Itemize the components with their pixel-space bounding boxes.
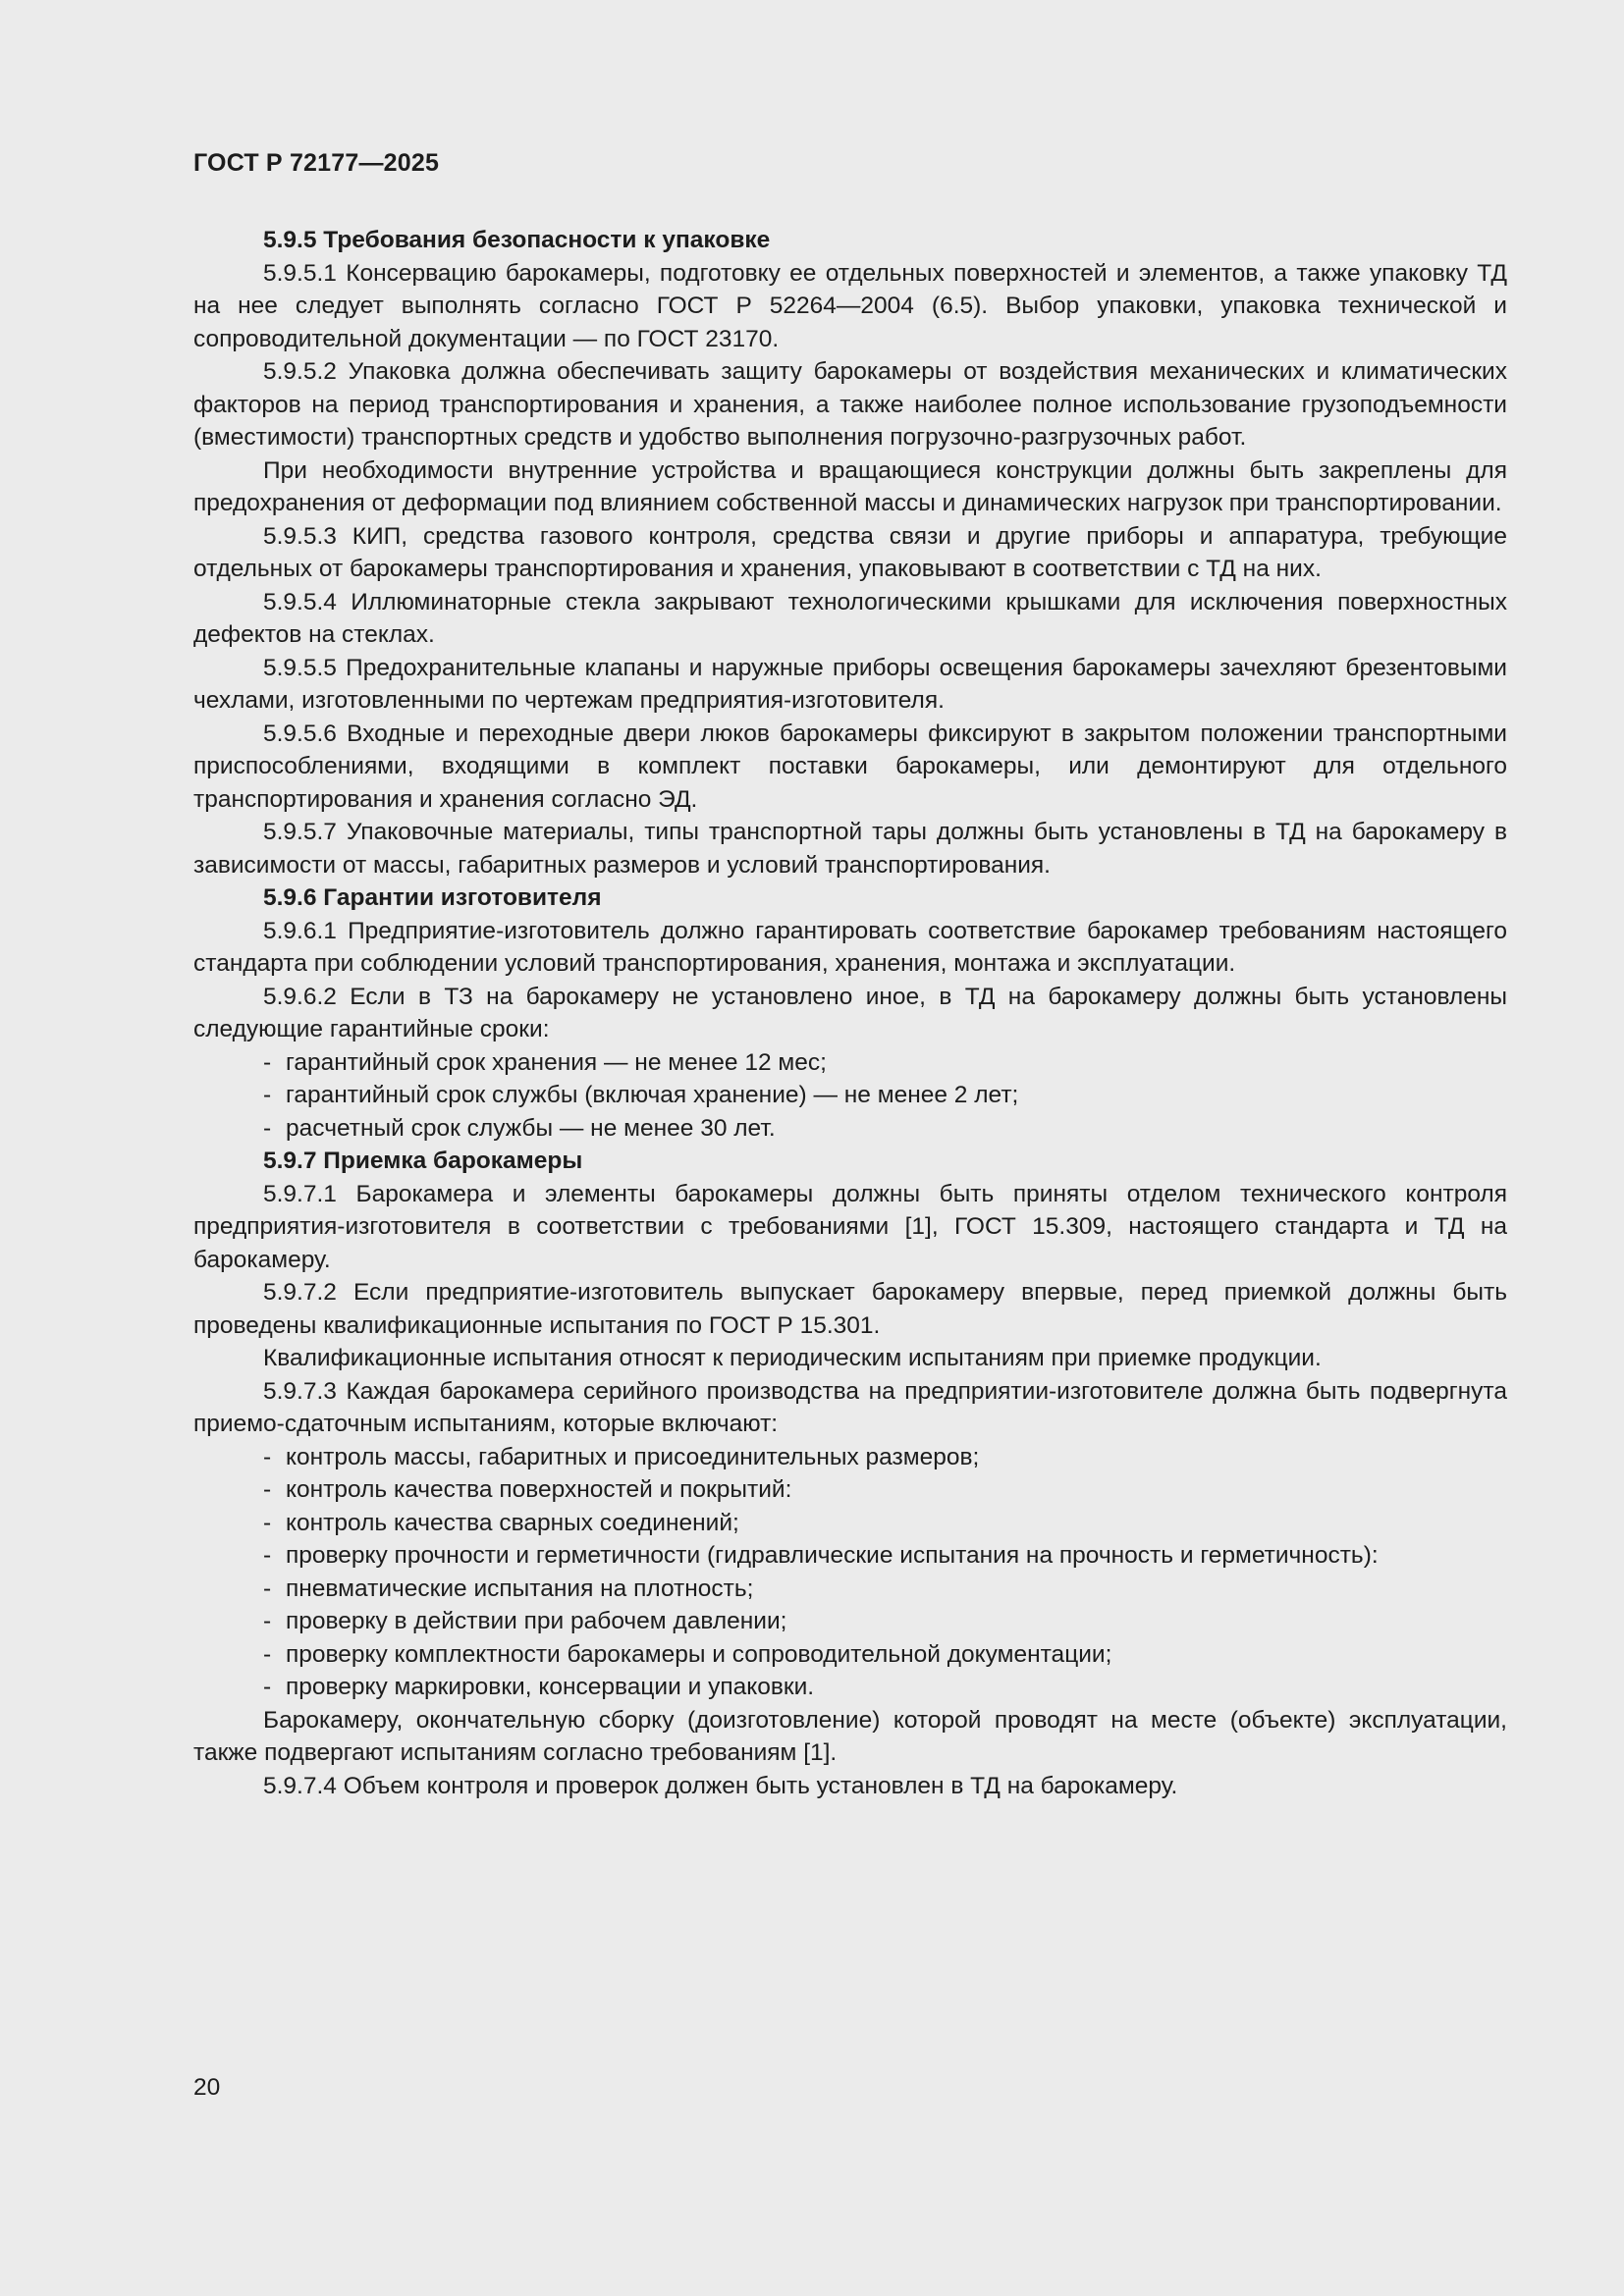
document-body xyxy=(193,224,1507,1802)
paragraph: 5.9.5.4 Иллюминаторные стекла закрывают технологическими крышками для исключения поверхностных дефектов на стеклах. xyxy=(193,588,1507,648)
paragraph: Барокамеру, окончательную сборку (доизготовление) которой проводят на месте (объекте) эксплуатации, также подвергают испытаниям согласно требованиям [1]. xyxy=(193,1706,1507,1766)
paragraph: 5.9.6.1 Предприятие-изготовитель должно гарантировать соответствие барокамер требованиям настоящего стандарта при соблюдении условий транспортирования, хранения, монтажа и эксплуатации. xyxy=(193,917,1507,977)
list-item-text: проверку прочности и герметичности (гидравлические испытания на прочность и герметичность): xyxy=(286,1542,1379,1569)
list-bullet: - xyxy=(263,1443,272,1470)
page-number: 20 xyxy=(193,2074,221,2101)
list-item xyxy=(193,1112,1507,1146)
list-item-text: проверку маркировки, консервации и упаковки. xyxy=(286,1674,815,1700)
list-item xyxy=(193,1473,1507,1507)
list-bullet: - xyxy=(263,1048,272,1076)
list-bullet: - xyxy=(263,1476,272,1503)
list-item xyxy=(193,1671,1507,1704)
list-item-text: контроль качества сварных соединений; xyxy=(286,1509,739,1536)
list-item-text: проверку комплектности барокамеры и сопроводительной документации; xyxy=(286,1640,1112,1668)
list-item-text: расчетный срок службы — не менее 30 лет. xyxy=(286,1114,776,1142)
list-item xyxy=(193,1638,1507,1672)
paragraph: При необходимости внутренние устройства и вращающиеся конструкции должны быть закреплены для предохранения от деформации под влиянием собственной массы и динамических нагрузок при транспортировании. xyxy=(193,456,1507,516)
list-item xyxy=(193,1079,1507,1112)
paragraph: 5.9.5.1 Консервацию барокамеры, подготовку ее отдельных поверхностей и элементов, а также упаковку ТД на нее следует выполнять согласно ГОСТ Р 52264—2004 (6.5). Выбор упаковки, упаковка технической и сопроводительной документации — по ГОСТ 23170. xyxy=(193,259,1507,352)
list-item-text: гарантийный срок службы (включая хранение) — не менее 2 лет; xyxy=(286,1082,1019,1108)
list-item xyxy=(193,1441,1507,1474)
list-item xyxy=(193,1605,1507,1638)
list-bullet: - xyxy=(263,1608,272,1634)
paragraph: 5.9.7.4 Объем контроля и проверок должен быть установлен в ТД на барокамеру. xyxy=(263,1772,1178,1799)
paragraph: 5.9.7.1 Барокамера и элементы барокамеры должны быть приняты отделом технического контроля предприятия-изготовителя в соответствии с требованиями [1], ГОСТ 15.309, настоящего стандарта и ТД на барокамеру. xyxy=(193,1180,1507,1273)
document-header: ГОСТ Р 72177—2025 xyxy=(193,149,440,177)
list-item-text: контроль качества поверхностей и покрытий: xyxy=(286,1476,792,1503)
list-bullet: - xyxy=(263,1575,272,1602)
paragraph: 5.9.7.3 Каждая барокамера серийного производства на предприятии-изготовителе должна быть подвергнута приемо-сдаточным испытаниям, которые включают: xyxy=(193,1377,1507,1437)
paragraph: 5.9.5.2 Упаковка должна обеспечивать защиту барокамеры от воздействия механических и климатических факторов на период транспортирования и хранения, а также наиболее полное использование грузоподъемности (вместимости) транспортных средств и удобство выполнения погрузочно-разгрузочных работ. xyxy=(193,358,1507,451)
paragraph: 5.9.5.6 Входные и переходные двери люков барокамеры фиксируют в закрытом положении транспортными приспособлениями, входящими в комплект поставки барокамеры, или демонтируют для отдельного транспортирования и хранения согласно ЭД. xyxy=(193,720,1507,813)
list-item-text: проверку в действии при рабочем давлении; xyxy=(286,1608,787,1634)
list-bullet: - xyxy=(263,1640,272,1668)
list-item xyxy=(193,1573,1507,1606)
list-bullet: - xyxy=(263,1509,272,1536)
list-item xyxy=(193,1046,1507,1080)
list-item-text: контроль массы, габаритных и присоединительных размеров; xyxy=(286,1443,980,1470)
list-item-text: гарантийный срок хранения — не менее 12 мес; xyxy=(286,1048,827,1076)
paragraph: 5.9.5.7 Упаковочные материалы, типы транспортной тары должны быть установлены в ТД на барокамеру в зависимости от массы, габаритных размеров и условий транспортирования. xyxy=(193,819,1507,879)
section-heading: 5.9.7 Приемка барокамеры xyxy=(263,1148,583,1174)
paragraph: 5.9.6.2 Если в ТЗ на барокамеру не установлено иное, в ТД на барокамеру должны быть установлены следующие гарантийные сроки: xyxy=(193,983,1507,1042)
section-heading: 5.9.5 Требования безопасности к упаковке xyxy=(263,227,771,253)
section-heading: 5.9.6 Гарантии изготовителя xyxy=(263,884,602,911)
list-item xyxy=(193,1539,1507,1573)
list-bullet: - xyxy=(263,1114,272,1142)
paragraph: 5.9.5.3 КИП, средства газового контроля, средства связи и другие приборы и аппаратура, требующие отдельных от барокамеры транспортирования и хранения, упаковывают в соответствии с ТД на них. xyxy=(193,522,1507,582)
list-bullet: - xyxy=(263,1082,272,1108)
list-bullet: - xyxy=(263,1674,272,1700)
list-item xyxy=(193,1507,1507,1540)
paragraph: Квалификационные испытания относят к периодическим испытаниям при приемке продукции. xyxy=(263,1345,1322,1371)
paragraph: 5.9.5.5 Предохранительные клапаны и наружные приборы освещения барокамеры зачехляют брезентовыми чехлами, изготовленными по чертежам предприятия-изготовителя. xyxy=(193,654,1507,714)
paragraph: 5.9.7.2 Если предприятие-изготовитель выпускает барокамеру впервые, перед приемкой должны быть проведены квалификационные испытания по ГОСТ Р 15.301. xyxy=(193,1279,1507,1339)
list-item-text: пневматические испытания на плотность; xyxy=(286,1575,754,1602)
list-bullet: - xyxy=(263,1542,272,1569)
